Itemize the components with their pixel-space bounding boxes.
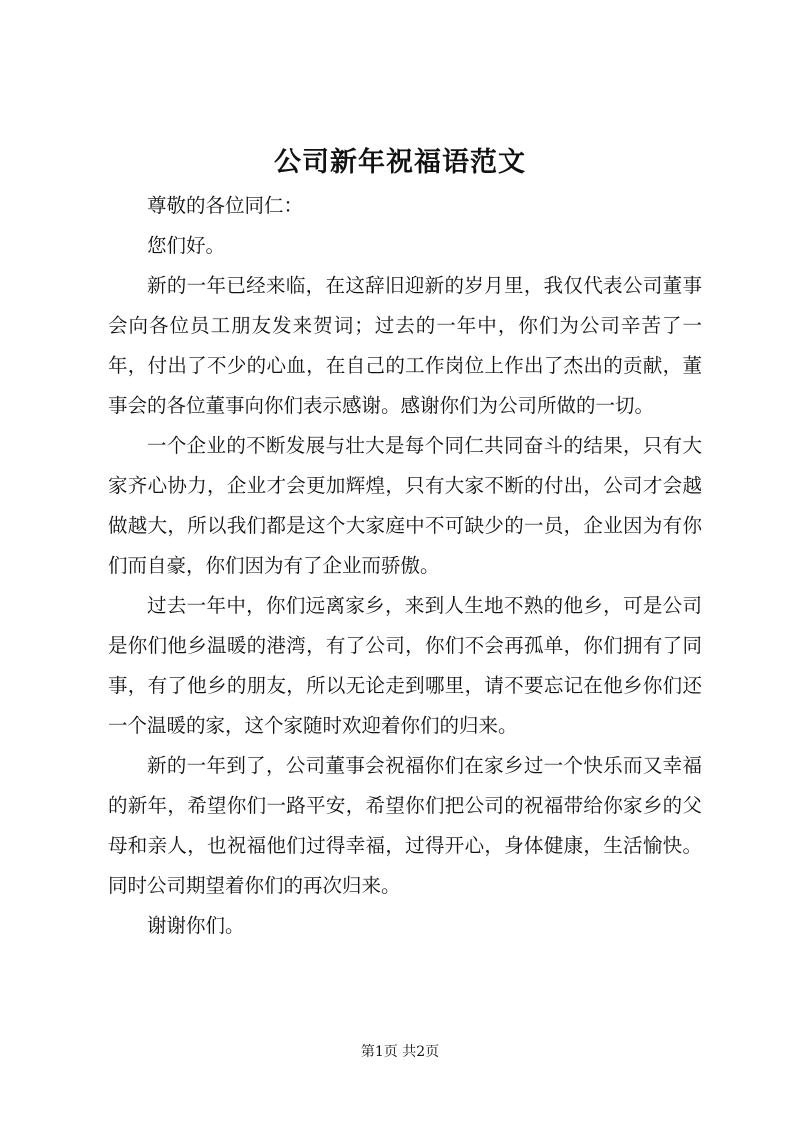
page-number-footer: 第1页 共2页 [360, 1044, 440, 1060]
greeting: 您们好。 [147, 234, 226, 257]
paragraph-enterprise: 一个企业的不断发展与壮大是每个同仁共同奋斗的结果，只有大家齐心协力，企业才会更加辉煌，只有大家不断的付出，公司才会越做越大，所以我们都是这个大家庭中不可缺少的一员，企业因为有你们而自豪，你们因为有了企业而骄傲。 [108, 434, 702, 577]
page-title: 公司新年祝福语范文 [274, 147, 526, 178]
paragraph-wishes: 新的一年到了，公司董事会祝福你们在家乡过一个快乐而又幸福的新年，希望你们一路平安，希望你们把公司的祝福带给你家乡的父母和亲人，也祝福他们过得幸福，过得开心，身体健康，生活愉快。同时公司期望着你们的再次归来。 [108, 754, 702, 897]
document-body [108, 186, 702, 946]
closing: 谢谢你们。 [147, 914, 245, 937]
paragraph-new-year: 新的一年已经来临，在这辞旧迎新的岁月里，我仅代表公司董事会向各位员工朋友发来贺词；过去的一年中，你们为公司辛苦了一年，付出了不少的心血，在自己的工作岗位上作出了杰出的贡献，董事会的各位董事向你们表示感谢。感谢你们为公司所做的一切。 [108, 274, 702, 417]
salutation: 尊敬的各位同仁： [147, 194, 304, 217]
paragraph-past-year: 过去一年中，你们远离家乡，来到人生地不熟的他乡，可是公司是你们他乡温暖的港湾，有了公司，你们不会再孤单，你们拥有了同事，有了他乡的朋友，所以无论走到哪里，请不要忘记在他乡你们还一个温暖的家，这个家随时欢迎着你们的归来。 [108, 594, 702, 737]
